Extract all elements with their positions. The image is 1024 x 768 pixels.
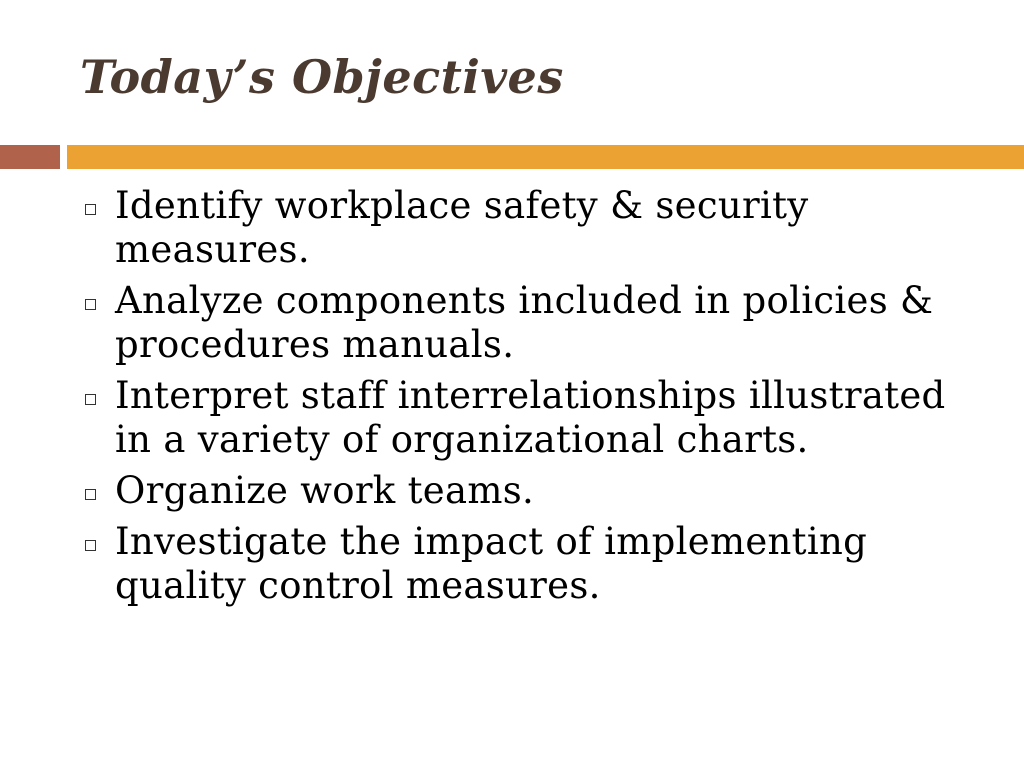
list-item [82,374,962,462]
hollow-square-bullet-icon [85,204,96,215]
slide-title: Today’s Objectives [80,50,564,104]
list-item [82,469,962,513]
list-item [82,184,962,272]
accent-bar-right [67,145,1024,169]
objectives-list [82,184,962,615]
list-item-text: Analyze components included in policies & procedures manuals. [115,279,934,366]
list-item-text: Interpret staff interrelationships illustrated in a variety of organizational charts. [115,374,946,461]
accent-bar-left [0,145,60,169]
list-item-text: Identify workplace safety & security measures. [115,184,809,271]
hollow-square-bullet-icon [85,540,96,551]
hollow-square-bullet-icon [85,394,96,405]
hollow-square-bullet-icon [85,299,96,310]
list-item-text: Investigate the impact of implementing quality control measures. [115,520,868,607]
hollow-square-bullet-icon [85,489,96,500]
list-item [82,520,962,608]
list-item-text: Organize work teams. [115,469,535,512]
list-item [82,279,962,367]
